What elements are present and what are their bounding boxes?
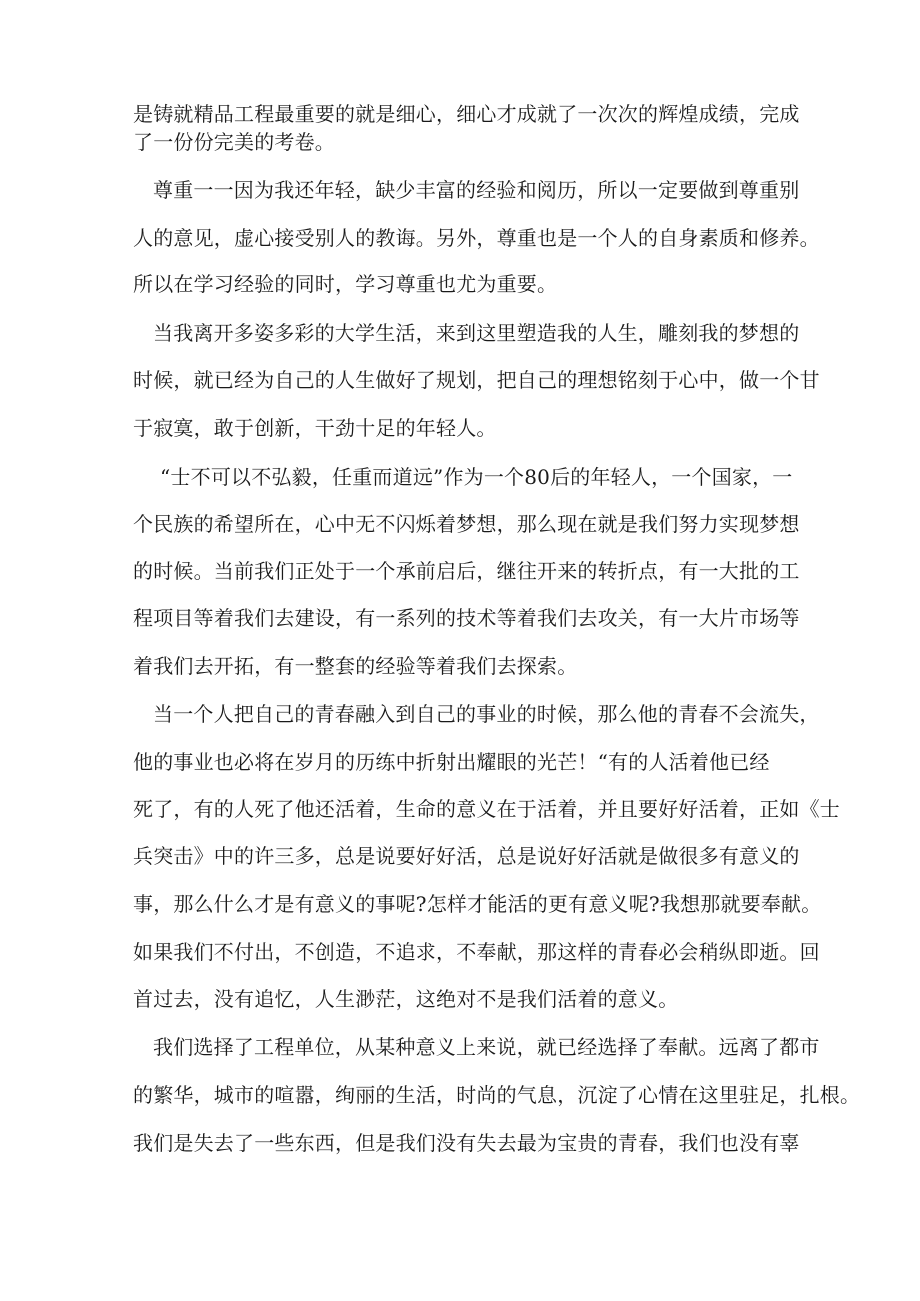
text-line: 他的事业也必将在岁月的历练中折射出耀眼的光芒！“有的人活着他已经 [133, 750, 770, 774]
text-line: 着我们去开拓，有一整套的经验等着我们去探索。 [133, 654, 578, 678]
text-line: 的时候。当前我们正处于一个承前启后，继往开来的转折点，有一大批的工 [133, 559, 800, 583]
text-line: 所以在学习经验的同时，学习尊重也尤为重要。 [133, 272, 558, 296]
text-line: 我们是失去了一些东西，但是我们没有失去最为宝贵的青春，我们也没有辜 [133, 1131, 800, 1155]
text-line: 事，那么什么才是有意义的事呢?怎样才能活的更有意义呢?我想那就要奉献。 [133, 892, 822, 916]
text-line: 死了，有的人死了他还活着，生命的意义在于活着，并且要好好活着，正如《士 [133, 797, 840, 821]
text-line: 了一份份完美的考卷。 [133, 130, 335, 154]
text-line: 的繁华，城市的喧嚣，绚丽的生活，时尚的气息，沉淀了心情在这里驻足，扎根。 [133, 1083, 861, 1107]
text-line: 程项目等着我们去建设，有一系列的技术等着我们去攻关，有一大片市场等 [133, 606, 800, 630]
text-line: 首过去，没有追忆，人生渺茫，这绝对不是我们活着的意义。 [133, 987, 679, 1011]
text-line: 当一个人把自己的青春融入到自己的事业的时候，那么他的青春不会流失， [153, 702, 820, 726]
text-line: 个民族的希望所在，心中无不闪烁着梦想，那么现在就是我们努力实现梦想 [133, 512, 800, 536]
text-line: 于寂寞，敢于创新，干劲十足的年轻人。 [133, 416, 497, 440]
text-line: 兵突击》中的许三多，总是说要好好活，总是说好好活就是做很多有意义的 [133, 844, 800, 868]
text-line: 时候，就已经为自己的人生做好了规划，把自己的理想铭刻于心中，做一个甘 [133, 368, 820, 392]
text-line: 如果我们不付出，不创造，不追求，不奉献，那这样的青春必会稍纵即逝。回 [133, 940, 820, 964]
text-line: 是铸就精品工程最重要的就是细心，细心才成就了一次次的辉煌成绩，完成 [133, 102, 800, 126]
text-line: 我们选择了工程单位，从某种意义上来说，就已经选择了奉献。远离了都市 [153, 1035, 820, 1059]
text-line: 尊重一一因为我还年轻，缺少丰富的经验和阅历，所以一定要做到尊重别 [153, 178, 800, 202]
text-line: “士不可以不弘毅，任重而道远”作为一个80后的年轻人，一个国家，一 [160, 465, 793, 489]
text-line: 当我离开多姿多彩的大学生活，来到这里塑造我的人生，雕刻我的梦想的 [153, 321, 800, 345]
text-line: 人的意见，虚心接受别人的教诲。另外，尊重也是一个人的自身素质和修养。 [133, 226, 820, 250]
